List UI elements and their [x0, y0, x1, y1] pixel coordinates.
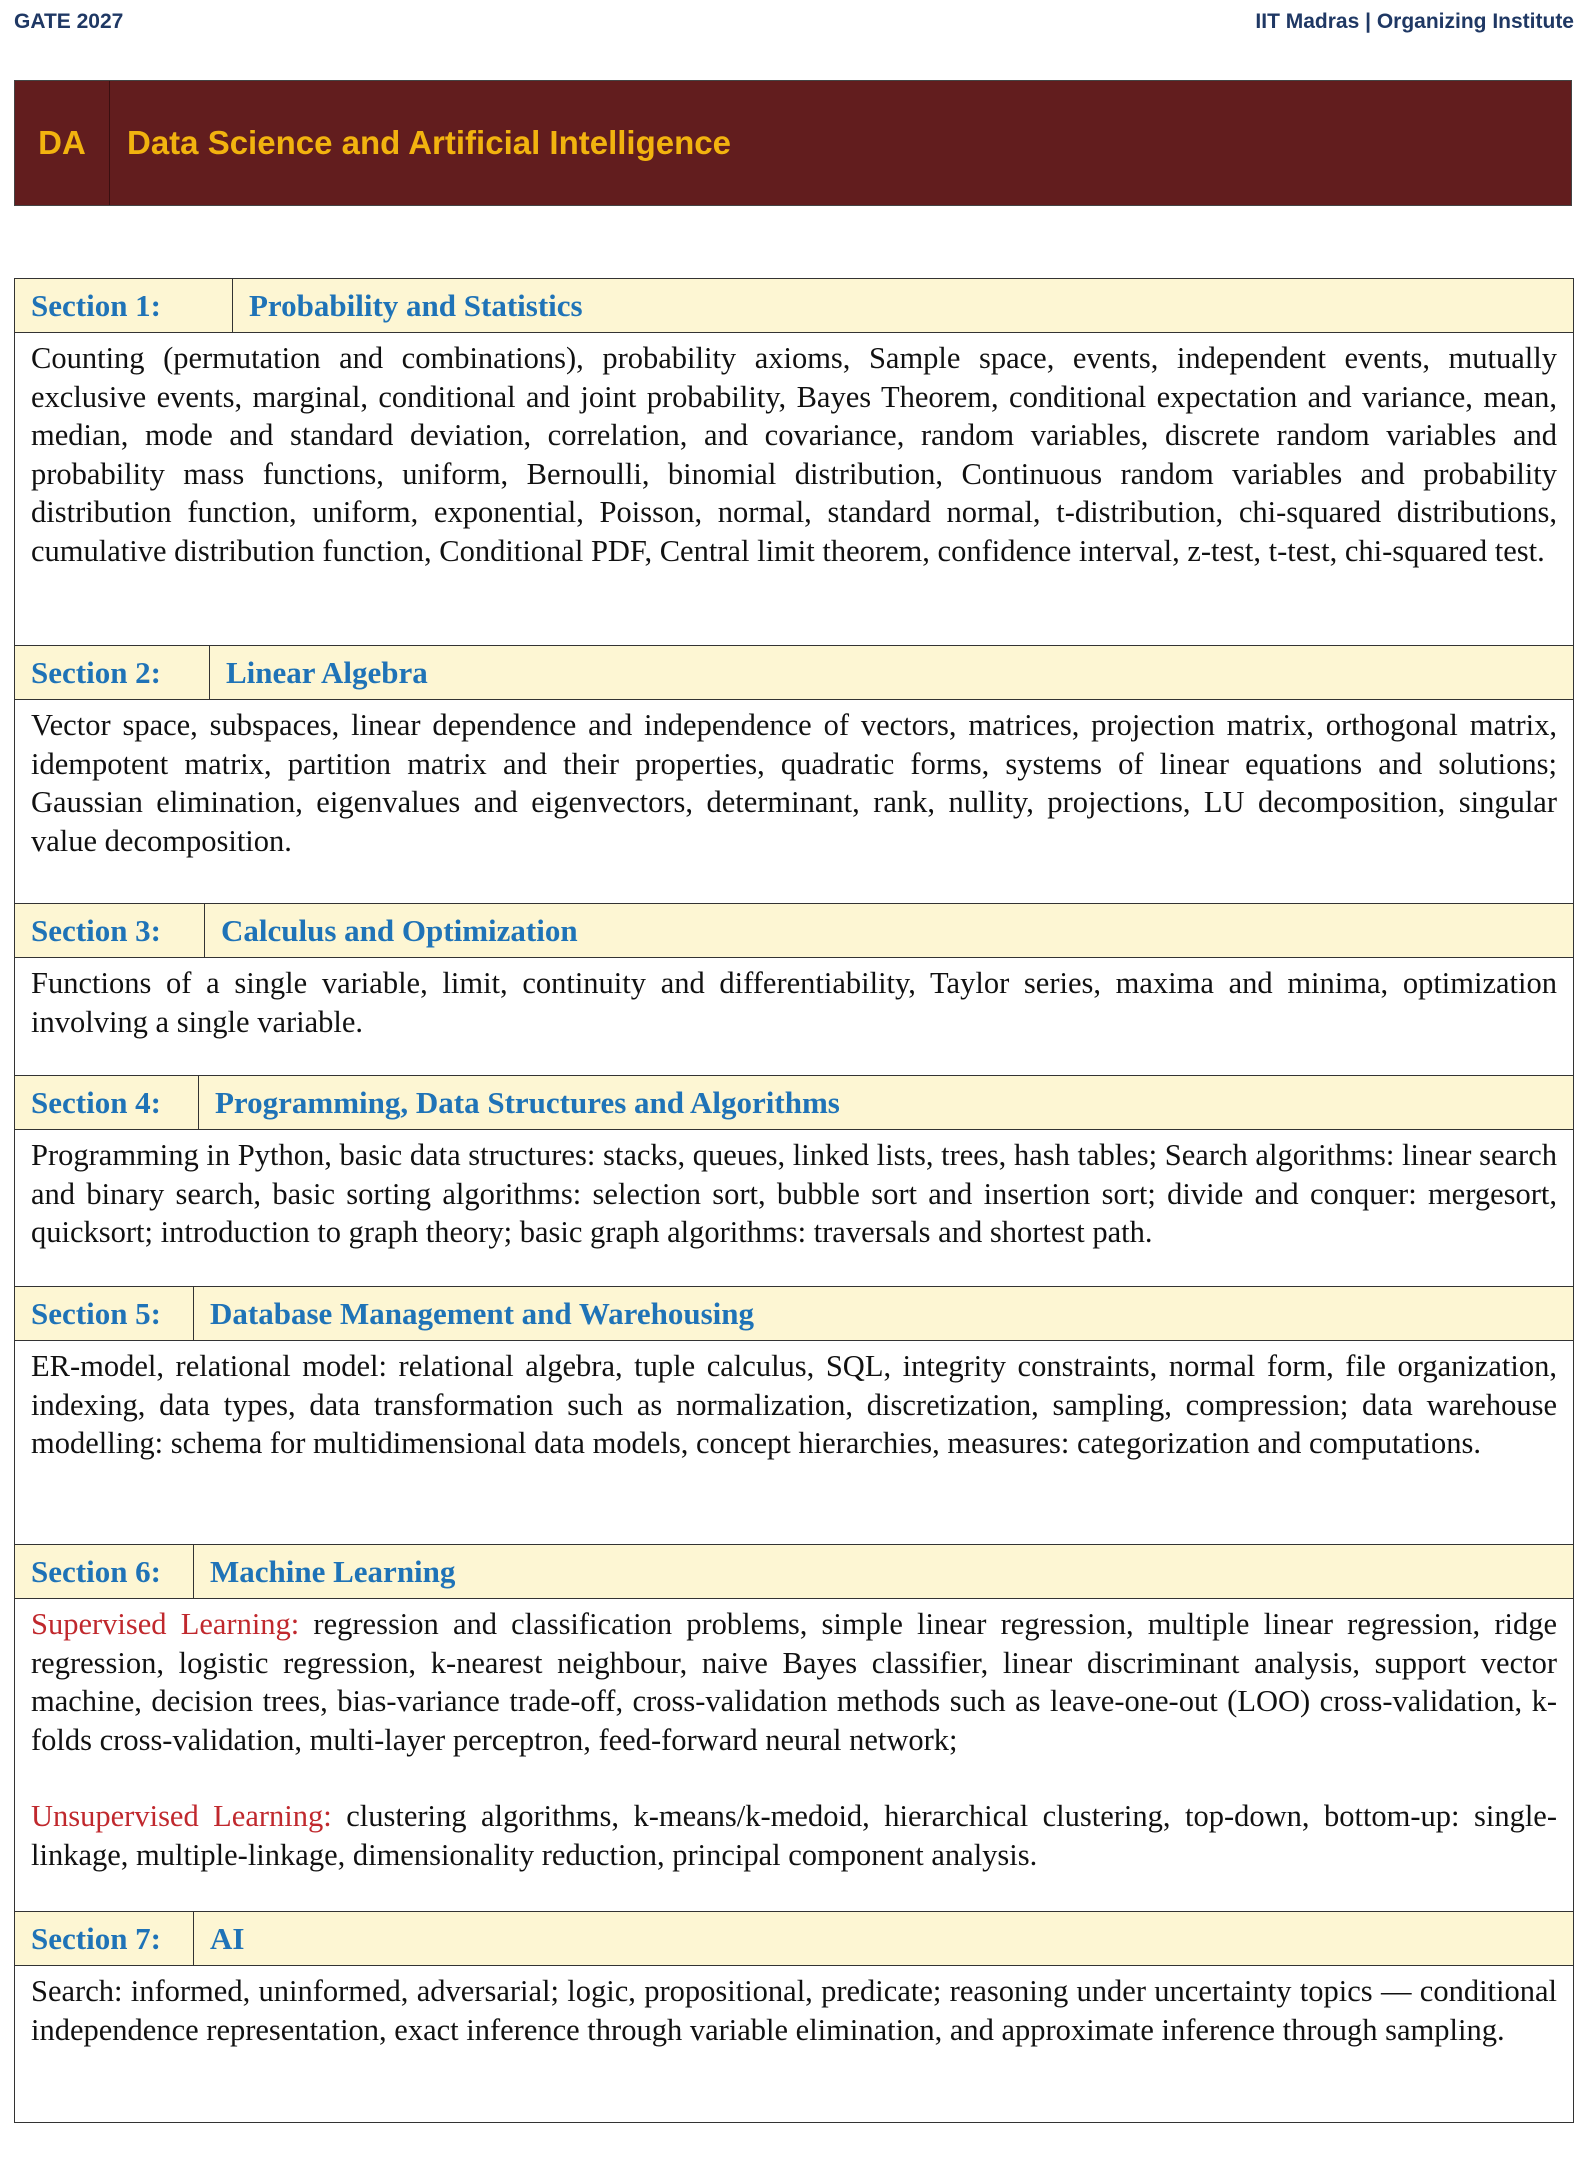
- section-body: [15, 1130, 1573, 1287]
- section-header: [15, 1545, 1573, 1599]
- unsupervised-label: Unsupervised Learning:: [31, 1799, 332, 1833]
- section-number: Section 1:: [15, 279, 233, 332]
- section-title: Calculus and Optimization: [221, 912, 578, 948]
- unsupervised-paragraph: [31, 1797, 1557, 1874]
- paper-name: Data Science and Artificial Intelligence: [127, 124, 731, 161]
- paper-banner: [14, 80, 1572, 206]
- section-number: Section 3:: [15, 904, 205, 957]
- section-5: [15, 1287, 1573, 1545]
- section-header: [15, 279, 1573, 333]
- section-2: [15, 646, 1573, 904]
- section-header: [15, 1912, 1573, 1966]
- section-title: Linear Algebra: [226, 654, 428, 690]
- section-header: [15, 1287, 1573, 1341]
- section-6: [15, 1545, 1573, 1912]
- paper-code: DA: [15, 81, 110, 205]
- organizing-institute: IIT Madras | Organizing Institute: [1255, 10, 1574, 33]
- section-4: [15, 1076, 1573, 1287]
- unsupervised-text: clustering algorithms, k-means/k-medoid, hierarchical clustering, top-down, bottom-up: single-linkage, multiple-linkage, dimensionality reduction, principal component analysis.: [31, 1799, 1558, 1872]
- section-number: Section 6:: [15, 1545, 194, 1598]
- section-title: Probability and Statistics: [249, 287, 583, 323]
- section-body: [15, 958, 1573, 1076]
- supervised-paragraph: [31, 1605, 1557, 1759]
- section-title: Programming, Data Structures and Algorithms: [215, 1084, 840, 1120]
- section-body: [15, 1599, 1573, 1912]
- section-title: Database Management and Warehousing: [210, 1295, 754, 1331]
- section-header: [15, 904, 1573, 958]
- page-header: [0, 0, 1588, 40]
- section-body: [15, 700, 1573, 904]
- section-7: [15, 1912, 1573, 2122]
- section-title: Machine Learning: [210, 1553, 456, 1589]
- supervised-text: regression and classification problems, simple linear regression, multiple linear regression, ridge regression, logistic regression, k-nearest neighbour, naive Bayes classifier, linear discriminant analysis, support vector machine, decision trees, bias-variance trade-off, cross-validation methods such as leave-one-out (LOO) cross-validation, k-folds cross-validation, multi-layer perceptron, feed-forward neural network;: [31, 1607, 1557, 1757]
- exam-name: GATE 2027: [14, 10, 124, 33]
- section-text: ER-model, relational model: relational algebra, tuple calculus, SQL, integrity constraints, normal form, file organization, indexing, data types, data transformation such as normalization, discretization, sampling, compression; data warehouse modelling: schema for multidimensional data models, concept hierarchies, measures: categorization and computations.: [31, 1349, 1557, 1460]
- section-text: Vector space, subspaces, linear dependence and independence of vectors, matrices, projection matrix, orthogonal matrix, idempotent matrix, partition matrix and their properties, quadratic forms, systems of linear equations and solutions; Gaussian elimination, eigenvalues and eigenvectors, determinant, rank, nullity, projections, LU decomposition, singular value decomposition.: [31, 708, 1557, 858]
- section-number: Section 2:: [15, 646, 210, 699]
- section-1: [15, 279, 1573, 646]
- syllabus-table: [14, 278, 1574, 2123]
- section-text: Search: informed, uninformed, adversarial; logic, propositional, predicate; reasoning under uncertainty topics — conditional independence representation, exact inference through variable elimination, and approximate inference through sampling.: [31, 1974, 1557, 2047]
- section-3: [15, 904, 1573, 1076]
- section-body: [15, 1341, 1573, 1545]
- section-header: [15, 646, 1573, 700]
- section-body: [15, 1966, 1573, 2122]
- section-title: AI: [210, 1920, 245, 1956]
- section-number: Section 4:: [15, 1076, 199, 1129]
- section-number: Section 7:: [15, 1912, 194, 1965]
- section-header: [15, 1076, 1573, 1130]
- supervised-label: Supervised Learning:: [31, 1607, 300, 1641]
- section-text: Functions of a single variable, limit, continuity and differentiability, Taylor series, maxima and minima, optimization involving a single variable.: [31, 966, 1557, 1039]
- section-text: Counting (permutation and combinations), probability axioms, Sample space, events, independent events, mutually exclusive events, marginal, conditional and joint probability, Bayes Theorem, conditional expectation and variance, mean, median, mode and standard deviation, correlation, and covariance, random variables, discrete random variables and probability mass functions, uniform, Bernoulli, binomial distribution, Continuous random variables and probability distribution function, uniform, exponential, Poisson, normal, standard normal, t-distribution, chi-squared distributions, cumulative distribution function, Conditional PDF, Central limit theorem, confidence interval, z-test, t-test, chi-squared test.: [31, 341, 1557, 568]
- section-body: [15, 333, 1573, 646]
- section-number: Section 5:: [15, 1287, 194, 1340]
- section-text: Programming in Python, basic data structures: stacks, queues, linked lists, trees, hash tables; Search algorithms: linear search and binary search, basic sorting algorithms: selection sort, bubble sort and insertion sort; divide and conquer: mergesort, quicksort; introduction to graph theory; basic graph algorithms: traversals and shortest path.: [31, 1138, 1557, 1249]
